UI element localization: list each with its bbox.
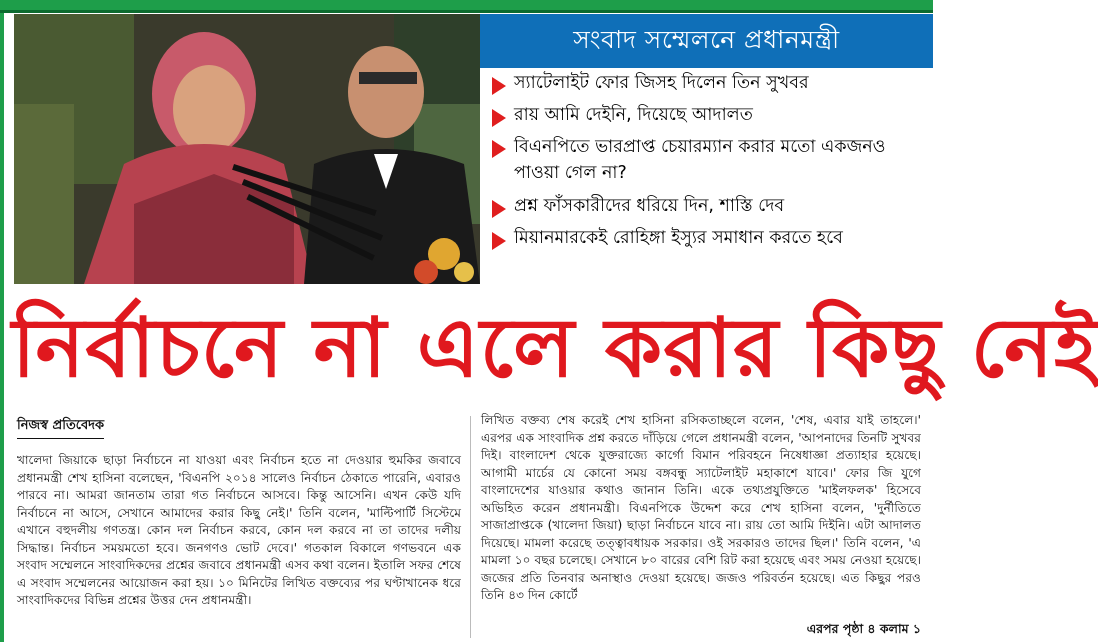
subheading-box xyxy=(480,14,933,68)
red-triangle-bullet-icon xyxy=(492,140,506,158)
highlight-item: বিএনপিতে ভারপ্রাপ্ত চেয়ারম্যান করার মতো একজনও পাওয়া গেল না? xyxy=(492,135,932,187)
page-left-border xyxy=(0,0,4,642)
red-triangle-bullet-icon xyxy=(492,200,506,218)
reporter-byline: নিজস্ব প্রতিবেদক xyxy=(17,416,104,439)
subheading-text: সংবাদ সম্মেলনে প্রধানমন্ত্রী xyxy=(573,24,840,54)
article-column-left: খালেদা জিয়াকে ছাড়া নির্বাচনে না যাওয়া এবং নির্বাচন হতে না দেওয়ার হুমকির জবাবে প্রধানমন্ত্রী শেখ হাসিনা বলেছেন, 'বিএনপি ২০১৪ সালেও নির্বাচন ঠেকাতে পারেনি, এবারও পারবে না। আমরা জানতাম তারা গত নির্বাচনে আসবে। কিন্তু আসেনি। এখন কেউ যদি নির্বাচনে না আসে, সেখানে আমাদের করার কিছু নেই।' তিনি বলেন, 'মাল্টিপার্টি সিস্টেমে এখানে বহুদলীয় গণতন্ত্র। কোন দল নির্বাচন করবে, কোন দল করবে না তা তাদের দলীয় সিদ্ধান্ত। নির্বাচন সময়মতো হবে। জনগণও ভোট দেবে।' গতকাল বিকালে গণভবনে এক সংবাদ সম্মেলনে সাংবাদিকদের প্রশ্নের জবাবে প্রধানমন্ত্রী এসব কথা বলেন। ইতালি সফর শেষে এ সংবাদ সম্মেলনের আয়োজন করা হয়। ১০ মিনিটের লিখিত বক্তব্যের পর ঘণ্টাখানেক ধরে সাংবাদিকদের বিভিন্ন প্রশ্নের উত্তর দেন প্রধানমন্ত্রী। xyxy=(17,453,461,607)
continued-on-page-link[interactable]: এরপর পৃষ্ঠা ৪ কলাম ১ xyxy=(806,621,921,636)
highlight-item: স্যাটেলাইট ফোর জিসহ দিলেন তিন সুখবর xyxy=(492,72,932,96)
top-color-bar xyxy=(0,0,933,10)
press-conference-photo xyxy=(14,14,480,284)
highlights-list xyxy=(492,72,932,258)
article-column-right: লিখিত বক্তব্য শেষ করেই শেখ হাসিনা রসিকতাচ্ছলে বলেন, 'শেষ, এবার যাই তাহলে।' এরপর এক সাংবাদিক প্রশ্ন করতে দাঁড়িয়ে গেলে প্রধানমন্ত্রী বলেন, 'আপনাদের তিনটি সুখবর দিই। বাংলাদেশ থেকে যুক্তরাজ্যে কার্গো বিমান পরিবহনে নিষেধাজ্ঞা প্রত্যাহার হয়েছে। আগামী মার্চের যে কোনো সময় বঙ্গবন্ধু স্যাটেলাইট মহাকাশে যাবে।' ফোর জি যুগে বাংলাদেশের যাওয়ার কথাও জানান তিনি। একে তথ্যপ্রযুক্তিতে 'মাইলফলক' হিসেবে অভিহিত করেন প্রধানমন্ত্রী। বিএনপিকে উদ্দেশ করে শেখ হাসিনা বলেন, 'দুর্নীতিতে সাজাপ্রাপ্তকে (খালেদা জিয়া) ছাড়া নির্বাচনে যাবে না। রায় তো আমি দিইনি। এটা আদালত দিয়েছে। মামলা করেছে তত্ত্বাবধায়ক সরকার। ওই সরকারও তাদের ছিল।' তিনি বলেন, 'এ মামলা ১০ বছর চলেছে। সেখানে ৮০ বারের বেশি রিট করা হয়েছে এবং সময় নেওয়া হয়েছে। জজের প্রতি তিনবার অনাস্থাও দেওয়া হয়েছে। জজও পরিবর্তন হয়েছে। এত কিছুর পরও তিনি ৪৩ দিন কোর্টে xyxy=(481,413,921,602)
highlight-item: রায় আমি দেইনি, দিয়েছে আদালত xyxy=(492,104,932,128)
red-triangle-bullet-icon xyxy=(492,77,506,95)
highlight-item: মিয়ানমারকেই রোহিঙ্গা ইস্যুর সমাধান করতে হবে xyxy=(492,227,932,251)
main-headline: নির্বাচনে না এলে করার কিছু নেই xyxy=(12,301,1098,396)
red-triangle-bullet-icon xyxy=(492,109,506,127)
highlight-item: প্রশ্ন ফাঁসকারীদের ধরিয়ে দিন, শাস্তি দেব xyxy=(492,195,932,219)
top-rule xyxy=(0,10,933,13)
red-triangle-bullet-icon xyxy=(492,232,506,250)
column-divider xyxy=(470,416,471,638)
